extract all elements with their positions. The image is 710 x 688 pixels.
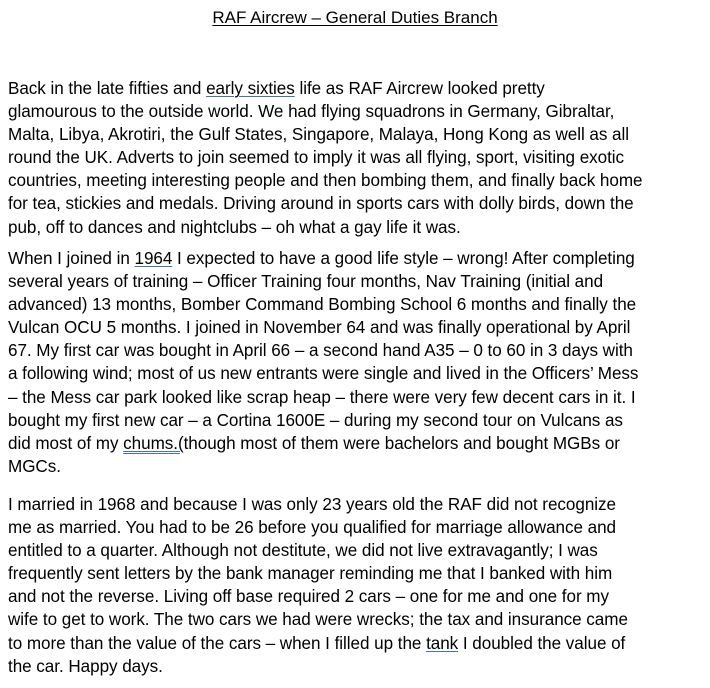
paragraph-marriage [8,493,708,678]
p3-line-7: to more than the value of the cars – when I filled up the tank I doubled the value of [8,633,626,653]
p3-line-3: entitled to a quarter. Although not destitute, we did not live extravagantly; I was [8,541,598,561]
document-title: RAF Aircrew – General Duties Branch [212,8,498,27]
p1-line-7: pub, off to dances and nightclubs – oh what a gay life it was. [8,217,461,237]
p1-line-4: round the UK. Adverts to join seemed to imply it was all flying, sport, visiting exotic [8,148,625,168]
p2-line-7: – the Mess car park looked like scrap heap – there were very few decent cars in it. I [8,387,636,407]
p2-line-9: did most of my chums.(though most of them were bachelors and bought MGBs or [8,433,620,453]
paragraph-joining [8,247,708,478]
p1-line-5: countries, meeting interesting people and then bombing them, and finally back home [8,171,643,191]
p2-line-2: several years of training – Officer Training four months, Nav Training (initial and [8,272,604,292]
p2-line-10: MGCs. [8,456,61,476]
p3-line-1: I married in 1968 and because I was only 23 years old the RAF did not recognize [8,495,616,514]
p3-line-5: and not the reverse. Living off base required 2 cars – one for me and one for my [8,587,609,607]
p2-line-8: bought my first new car – a Cortina 1600E – during my second tour on Vulcans as [8,410,623,430]
p3-line-6: wife to get to work. The two cars we had were wrecks; the tax and insurance came [8,610,628,630]
p2-line-1: When I joined in 1964 I expected to have a good life style – wrong! After completing [8,249,635,268]
p1-line-3: Malta, Libya, Akrotiri, the Gulf States, Singapore, Malaya, Hong Kong as well as all [8,125,629,145]
p1-line-2: glamourous to the outside world. We had flying squadrons in Germany, Gibraltar, [8,102,615,122]
p2-line-5: 67. My first car was bought in April 66 – a second hand A35 – 0 to 60 in 3 days with [8,341,633,361]
p3-line-4: frequently sent letters by the bank manager reminding me that I banked with him [8,564,613,584]
p3-line-8: the car. Happy days. [8,656,163,676]
p2-line-4: Vulcan OCU 5 months. I joined in November 64 and was finally operational by April [8,318,631,338]
marked-word: tank [426,633,459,653]
p1-line-1: Back in the late fifties and early sixties life as RAF Aircrew looked pretty [8,79,545,98]
p1-line-6: for tea, stickies and medals. Driving around in sports cars with dolly birds, down the [8,194,634,214]
p3-line-2: me as married. You had to be 26 before you qualified for marriage allowance and [8,518,617,538]
marked-word: 1964 [134,249,173,268]
paragraph-intro [8,77,708,239]
p2-line-6: a following wind; most of us new entrants were single and lived in the Officers’ Mess [8,364,639,384]
marked-word: chums.( [123,433,184,453]
marked-word: early sixties [206,79,295,98]
p2-line-3: advanced) 13 months, Bomber Command Bombing School 6 months and finally the [8,295,637,315]
